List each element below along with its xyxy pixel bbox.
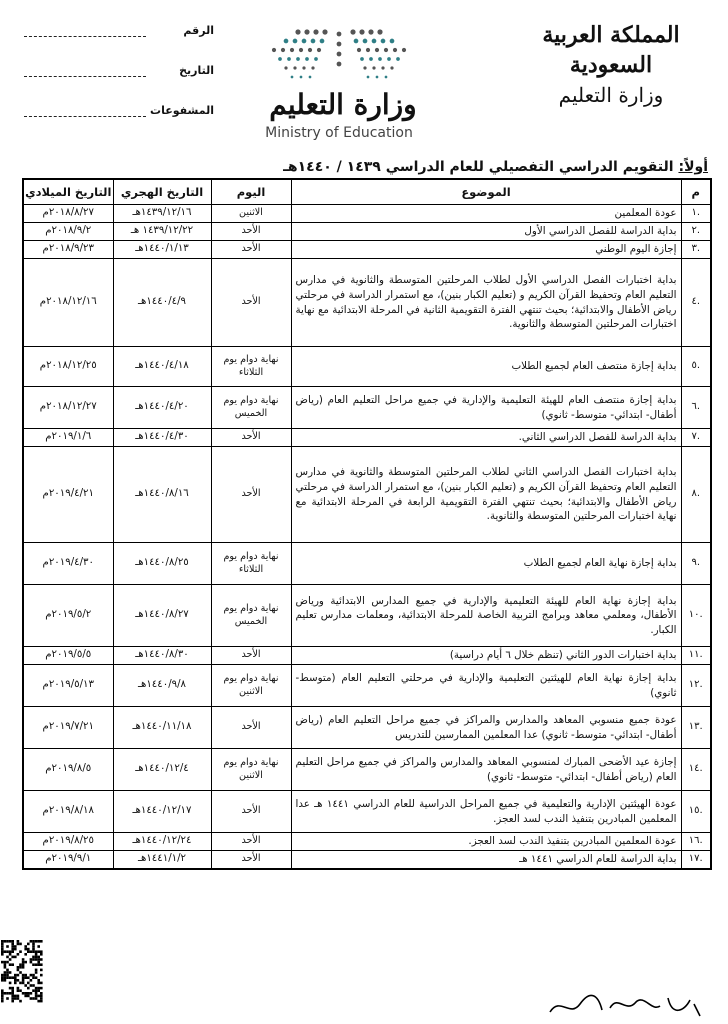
row-day: الأحد [211,851,291,869]
row-topic: بداية إجازة نهاية العام للهيئتين التعليمية والإدارية في مرحلتي التعليم العام (متوسط- ثانوي) [291,665,681,707]
row-gregorian-date: ٢٠١٩/٥/١٣م [23,665,113,707]
row-hijri-date: ١٤٣٩/١٢/٢٢ هـ [113,223,211,241]
table-row [23,241,711,259]
row-hijri-date: ١٤٤٠/٨/٢٥هـ [113,543,211,585]
row-topic: عودة جميع منسوبي المعاهد والمدارس والمراكز في جميع مراحل التعليم العام (رياض أطفال- ابتدائي- متوسط- ثانوي) عدا المعلمين الممارسين للتدريس [291,707,681,749]
row-hijri-date: ١٤٤٠/٤/١٨هـ [113,347,211,387]
row-number: .٦ [681,387,711,429]
row-topic: بداية إجازة نهاية العام للهيئة التعليمية والإدارية في جميع المدارس الابتدائية ورياض الأطفال، ومعلمي معاهد وبرامج التربية الخاصة للمرحلة الابتدائية، ومعلمات مدارس تعليم الكبار. [291,585,681,647]
kingdom-name: المملكة العربية السعودية [542,22,680,78]
row-topic: بداية الدراسة للفصل الدراسي الأول [291,223,681,241]
row-topic: بداية الدراسة للفصل الدراسي الثاني. [291,429,681,447]
table-row [23,665,711,707]
row-number: .٤ [681,259,711,347]
table-row [23,749,711,791]
row-hijri-date: ١٤٤٠/١٢/٢٤هـ [113,833,211,851]
row-day: الاثنين [211,205,291,223]
ref-label: المشفوعات [150,104,214,117]
ministry-name: وزارة التعليم [558,83,664,107]
col-header-gregorian: التاريخ الميلادي [23,179,113,205]
row-gregorian-date: ٢٠١٨/١٢/١٦م [23,259,113,347]
row-hijri-date: ١٤٤٠/٨/٢٧هـ [113,585,211,647]
row-number: .٣ [681,241,711,259]
qr-code-icon [0,938,44,1004]
table-row [23,259,711,347]
row-gregorian-date: ٢٠١٩/٨/١٨م [23,791,113,833]
row-gregorian-date: ٢٠١٩/٨/٢٥م [23,833,113,851]
row-day: نهاية دوام يوم الثلاثاء [211,347,291,387]
row-number: .٩ [681,543,711,585]
row-number: .٢ [681,223,711,241]
row-hijri-date: ١٤٤١/١/٢هـ [113,851,211,869]
ref-label: الرقم [183,24,214,37]
row-day: نهاية دوام يوم الاثنين [211,749,291,791]
row-hijri-date: ١٤٣٩/١٢/١٦هـ [113,205,211,223]
row-hijri-date: ١٤٤٠/١٢/٤هـ [113,749,211,791]
row-day: الأحد [211,429,291,447]
row-number: .١٠ [681,585,711,647]
row-day: الأحد [211,647,291,665]
table-row [23,585,711,647]
row-topic: عودة المعلمين المبادرين بتنفيذ الندب لسد العجز. [291,833,681,851]
table-row [23,223,711,241]
row-day: نهاية دوام يوم الخميس [211,387,291,429]
ref-field-attachments [24,102,214,142]
row-gregorian-date: ٢٠١٩/٩/١م [23,851,113,869]
heading-text: التقويم الدراسي التفصيلي للعام الدراسي ١٤٣٩ / ١٤٤٠هـ [283,159,679,175]
row-hijri-date: ١٤٤٠/٨/٣٠هـ [113,647,211,665]
row-gregorian-date: ٢٠١٨/١٢/٢٧م [23,387,113,429]
row-topic: بداية الدراسة للعام الدراسي ١٤٤١ هـ [291,851,681,869]
reference-fields [24,22,214,142]
row-topic: بداية اختبارات الفصل الدراسي الأول لطلاب المرحلتين المتوسطة والثانوية في مدارس التعليم العام وتحفيظ القرآن الكريم و (تعليم الكبار بنين)، مع استمرار الدراسة في مرحلتي رياض الأطفال والابتدائية؛ بحيث تنتهي الفترة التقويمية الثانية في المرحلة الابتدائية مع نهاية اختبارات المرحلتين المتوسطة والثانوية. [291,259,681,347]
logo-english-text: Ministry of Education [265,125,413,141]
row-gregorian-date: ٢٠١٨/٩/٢م [23,223,113,241]
row-topic: إجازة عيد الأضحى المبارك لمنسوبي المعاهد والمدارس والمراكز في جميع مراحل التعليم العام (رياض أطفال- ابتدائي- متوسط- ثانوي) [291,749,681,791]
row-day: الأحد [211,241,291,259]
row-day: الأحد [211,259,291,347]
row-topic: عودة الهيئتين الإدارية والتعليمية في جميع المراحل الدراسية للعام الدراسي ١٤٤١ هـ عدا المعلمين المبادرين بتنفيذ الندب لسد العجز. [291,791,681,833]
logo-arabic-text: وزارة التعليم [269,88,417,121]
ref-label: التاريخ [179,64,214,77]
row-number: .١٥ [681,791,711,833]
row-topic: بداية اختبارات الدور الثاني (تنظم خلال ٦ أيام دراسية) [291,647,681,665]
col-header-hijri: التاريخ الهجري [113,179,211,205]
heading-prefix: أولاً: [678,159,708,175]
row-gregorian-date: ٢٠١٩/٥/٢م [23,585,113,647]
row-gregorian-date: ٢٠١٩/٤/٢١م [23,447,113,543]
row-hijri-date: ١٤٤٠/١/١٣هـ [113,241,211,259]
row-hijri-date: ١٤٤٠/٤/٣٠هـ [113,429,211,447]
row-number: .٨ [681,447,711,543]
row-day: الأحد [211,447,291,543]
row-number: .١٦ [681,833,711,851]
calendar-table [22,178,712,870]
row-hijri-date: ١٤٤٠/٤/٢٠هـ [113,387,211,429]
row-number: .٧ [681,429,711,447]
ref-line [24,36,146,37]
table-header-row [23,179,711,205]
row-number: .١ [681,205,711,223]
row-gregorian-date: ٢٠١٨/٨/٢٧م [23,205,113,223]
signature-icon [540,988,710,1022]
col-header-topic: الموضوع [291,179,681,205]
row-number: .١٣ [681,707,711,749]
row-gregorian-date: ٢٠١٩/٨/٥م [23,749,113,791]
table-row [23,833,711,851]
row-day: الأحد [211,707,291,749]
row-day: نهاية دوام يوم الخميس [211,585,291,647]
col-header-number: م [681,179,711,205]
row-number: .١٤ [681,749,711,791]
table-row [23,347,711,387]
row-gregorian-date: ٢٠١٩/٧/٢١م [23,707,113,749]
ref-line [24,116,146,117]
table-row [23,447,711,543]
table-row [23,647,711,665]
row-hijri-date: ١٤٤٠/٩/٨هـ [113,665,211,707]
table-row [23,429,711,447]
calendar-heading [283,157,708,177]
row-number: .٥ [681,347,711,387]
row-gregorian-date: ٢٠١٩/٥/٥م [23,647,113,665]
col-header-day: اليوم [211,179,291,205]
ref-line [24,76,146,77]
ref-field-number [24,22,214,62]
table-row [23,791,711,833]
table-row [23,543,711,585]
table-row [23,205,711,223]
ref-field-date [24,62,214,102]
row-topic: عودة المعلمين [291,205,681,223]
row-hijri-date: ١٤٤٠/١١/١٨هـ [113,707,211,749]
row-topic: إجازة اليوم الوطني [291,241,681,259]
row-day: الأحد [211,791,291,833]
row-hijri-date: ١٤٤٠/٨/١٦هـ [113,447,211,543]
row-topic: بداية إجازة منتصف العام لجميع الطلاب [291,347,681,387]
row-day: الأحد [211,223,291,241]
row-topic: بداية اختبارات الفصل الدراسي الثاني لطلاب المرحلتين المتوسطة والثانوية في مدارس التعليم العام وتحفيظ القرآن الكريم و (تعليم الكبار بنين)، مع استمرار الدراسة في مرحلتي رياض الأطفال والابتدائية؛ بحيث تنتهي الفترة التقويمية الرابعة في المرحلة الابتدائية مع نهاية اختبارات المرحلتين المتوسطة والثانوية. [291,447,681,543]
row-number: .١٢ [681,665,711,707]
row-gregorian-date: ٢٠١٩/٤/٣٠م [23,543,113,585]
row-day: الأحد [211,833,291,851]
row-topic: بداية إجازة نهاية العام لجميع الطلاب [291,543,681,585]
row-day: نهاية دوام يوم الثلاثاء [211,543,291,585]
row-number: .١٧ [681,851,711,869]
table-row [23,387,711,429]
row-number: .١١ [681,647,711,665]
row-gregorian-date: ٢٠١٨/٩/٢٣م [23,241,113,259]
table-row [23,707,711,749]
kingdom-heading [516,20,706,110]
row-gregorian-date: ٢٠١٨/١٢/٢٥م [23,347,113,387]
row-day: نهاية دوام يوم الاثنين [211,665,291,707]
table-row [23,851,711,869]
row-hijri-date: ١٤٤٠/٤/٩هـ [113,259,211,347]
row-topic: بداية إجازة منتصف العام للهيئة التعليمية والإدارية في جميع مراحل التعليم العام (رياض أطفال- ابتدائي- متوسط- ثانوي) [291,387,681,429]
row-gregorian-date: ٢٠١٩/١/٦م [23,429,113,447]
row-hijri-date: ١٤٤٠/١٢/١٧هـ [113,791,211,833]
